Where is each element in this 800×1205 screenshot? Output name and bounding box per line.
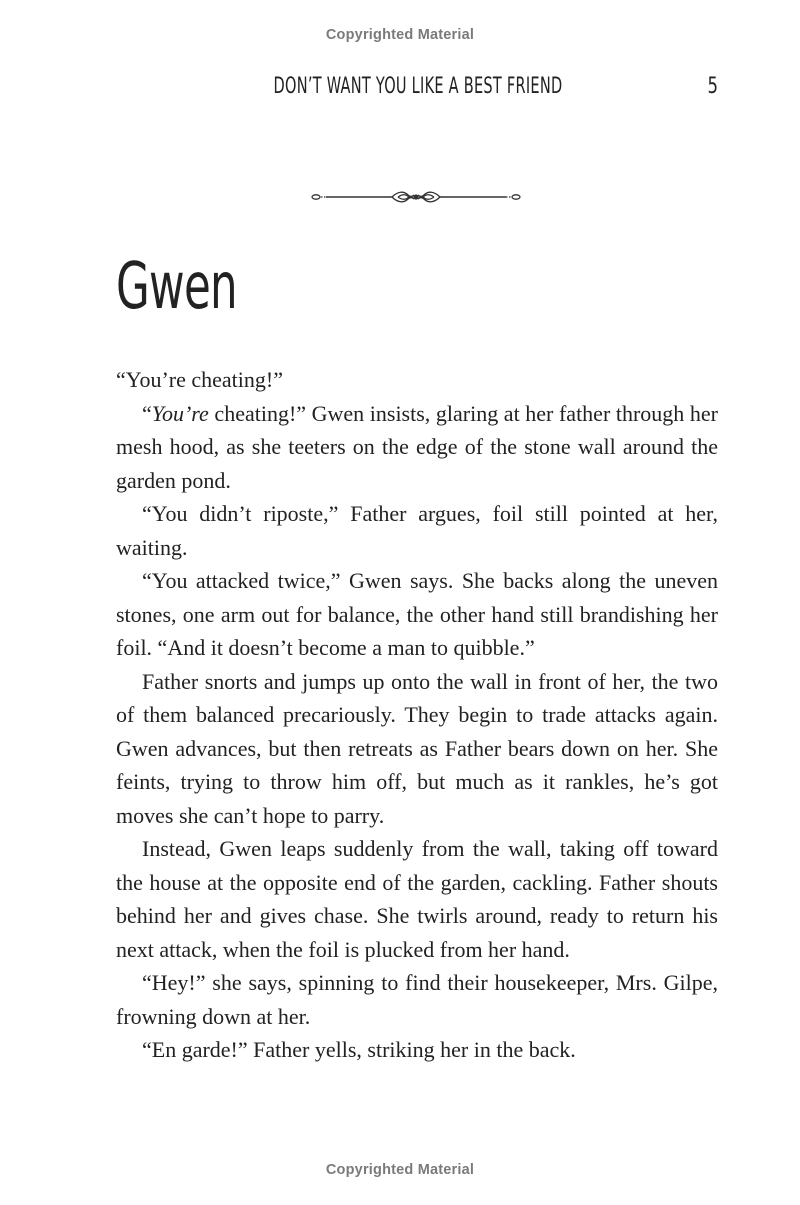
paragraph: Instead, Gwen leaps suddenly from the wall, taking off toward the house at the opposite end of the garden, cackling. Father shouts behind her and gives chase. She twirls around, ready to return his next attack, when the foil is plucked from her hand. — [116, 836, 718, 962]
paragraph: “You didn’t riposte,” Father argues, foil still pointed at her, waiting. — [116, 501, 718, 560]
paragraph: “You attacked twice,” Gwen says. She backs along the uneven stones, one arm out for balance, the other hand still brandishing her foil. “And it doesn’t become a man to quibble.” — [116, 568, 718, 660]
page-number: 5 — [707, 74, 718, 99]
paragraph: “Hey!” she says, spinning to find their housekeeper, Mrs. Gilpe, frowning down at her. — [116, 970, 718, 1029]
running-head-title: DON’T WANT YOU LIKE A BEST FRIEND — [273, 74, 563, 99]
emphasis: You’re — [151, 400, 209, 426]
watermark-bottom: Copyrighted Material — [325, 1162, 475, 1178]
paragraph: “You’re cheating!” Gwen insists, glaring at her father through her mesh hood, as she teeters on the edge of the stone wall around the garden pond. — [116, 400, 718, 493]
paragraph: “En garde!” Father yells, striking her in the back. — [142, 1037, 576, 1062]
paragraph: “You’re cheating!” — [116, 367, 283, 392]
watermark-top: Copyrighted Material — [325, 27, 475, 43]
running-head — [116, 74, 720, 106]
body-text — [116, 363, 718, 1067]
chapter-title: Gwen — [116, 250, 237, 324]
paragraph: Father snorts and jumps up onto the wall in front of her, the two of them balanced precariously. They begin to trade attacks again. Gwen advances, but then retreats as Father bears down on her. She feints, trying to throw him off, but much as it rankles, he’s got moves she can’t hope to parry. — [116, 668, 718, 828]
ornament-divider-icon — [306, 185, 526, 209]
